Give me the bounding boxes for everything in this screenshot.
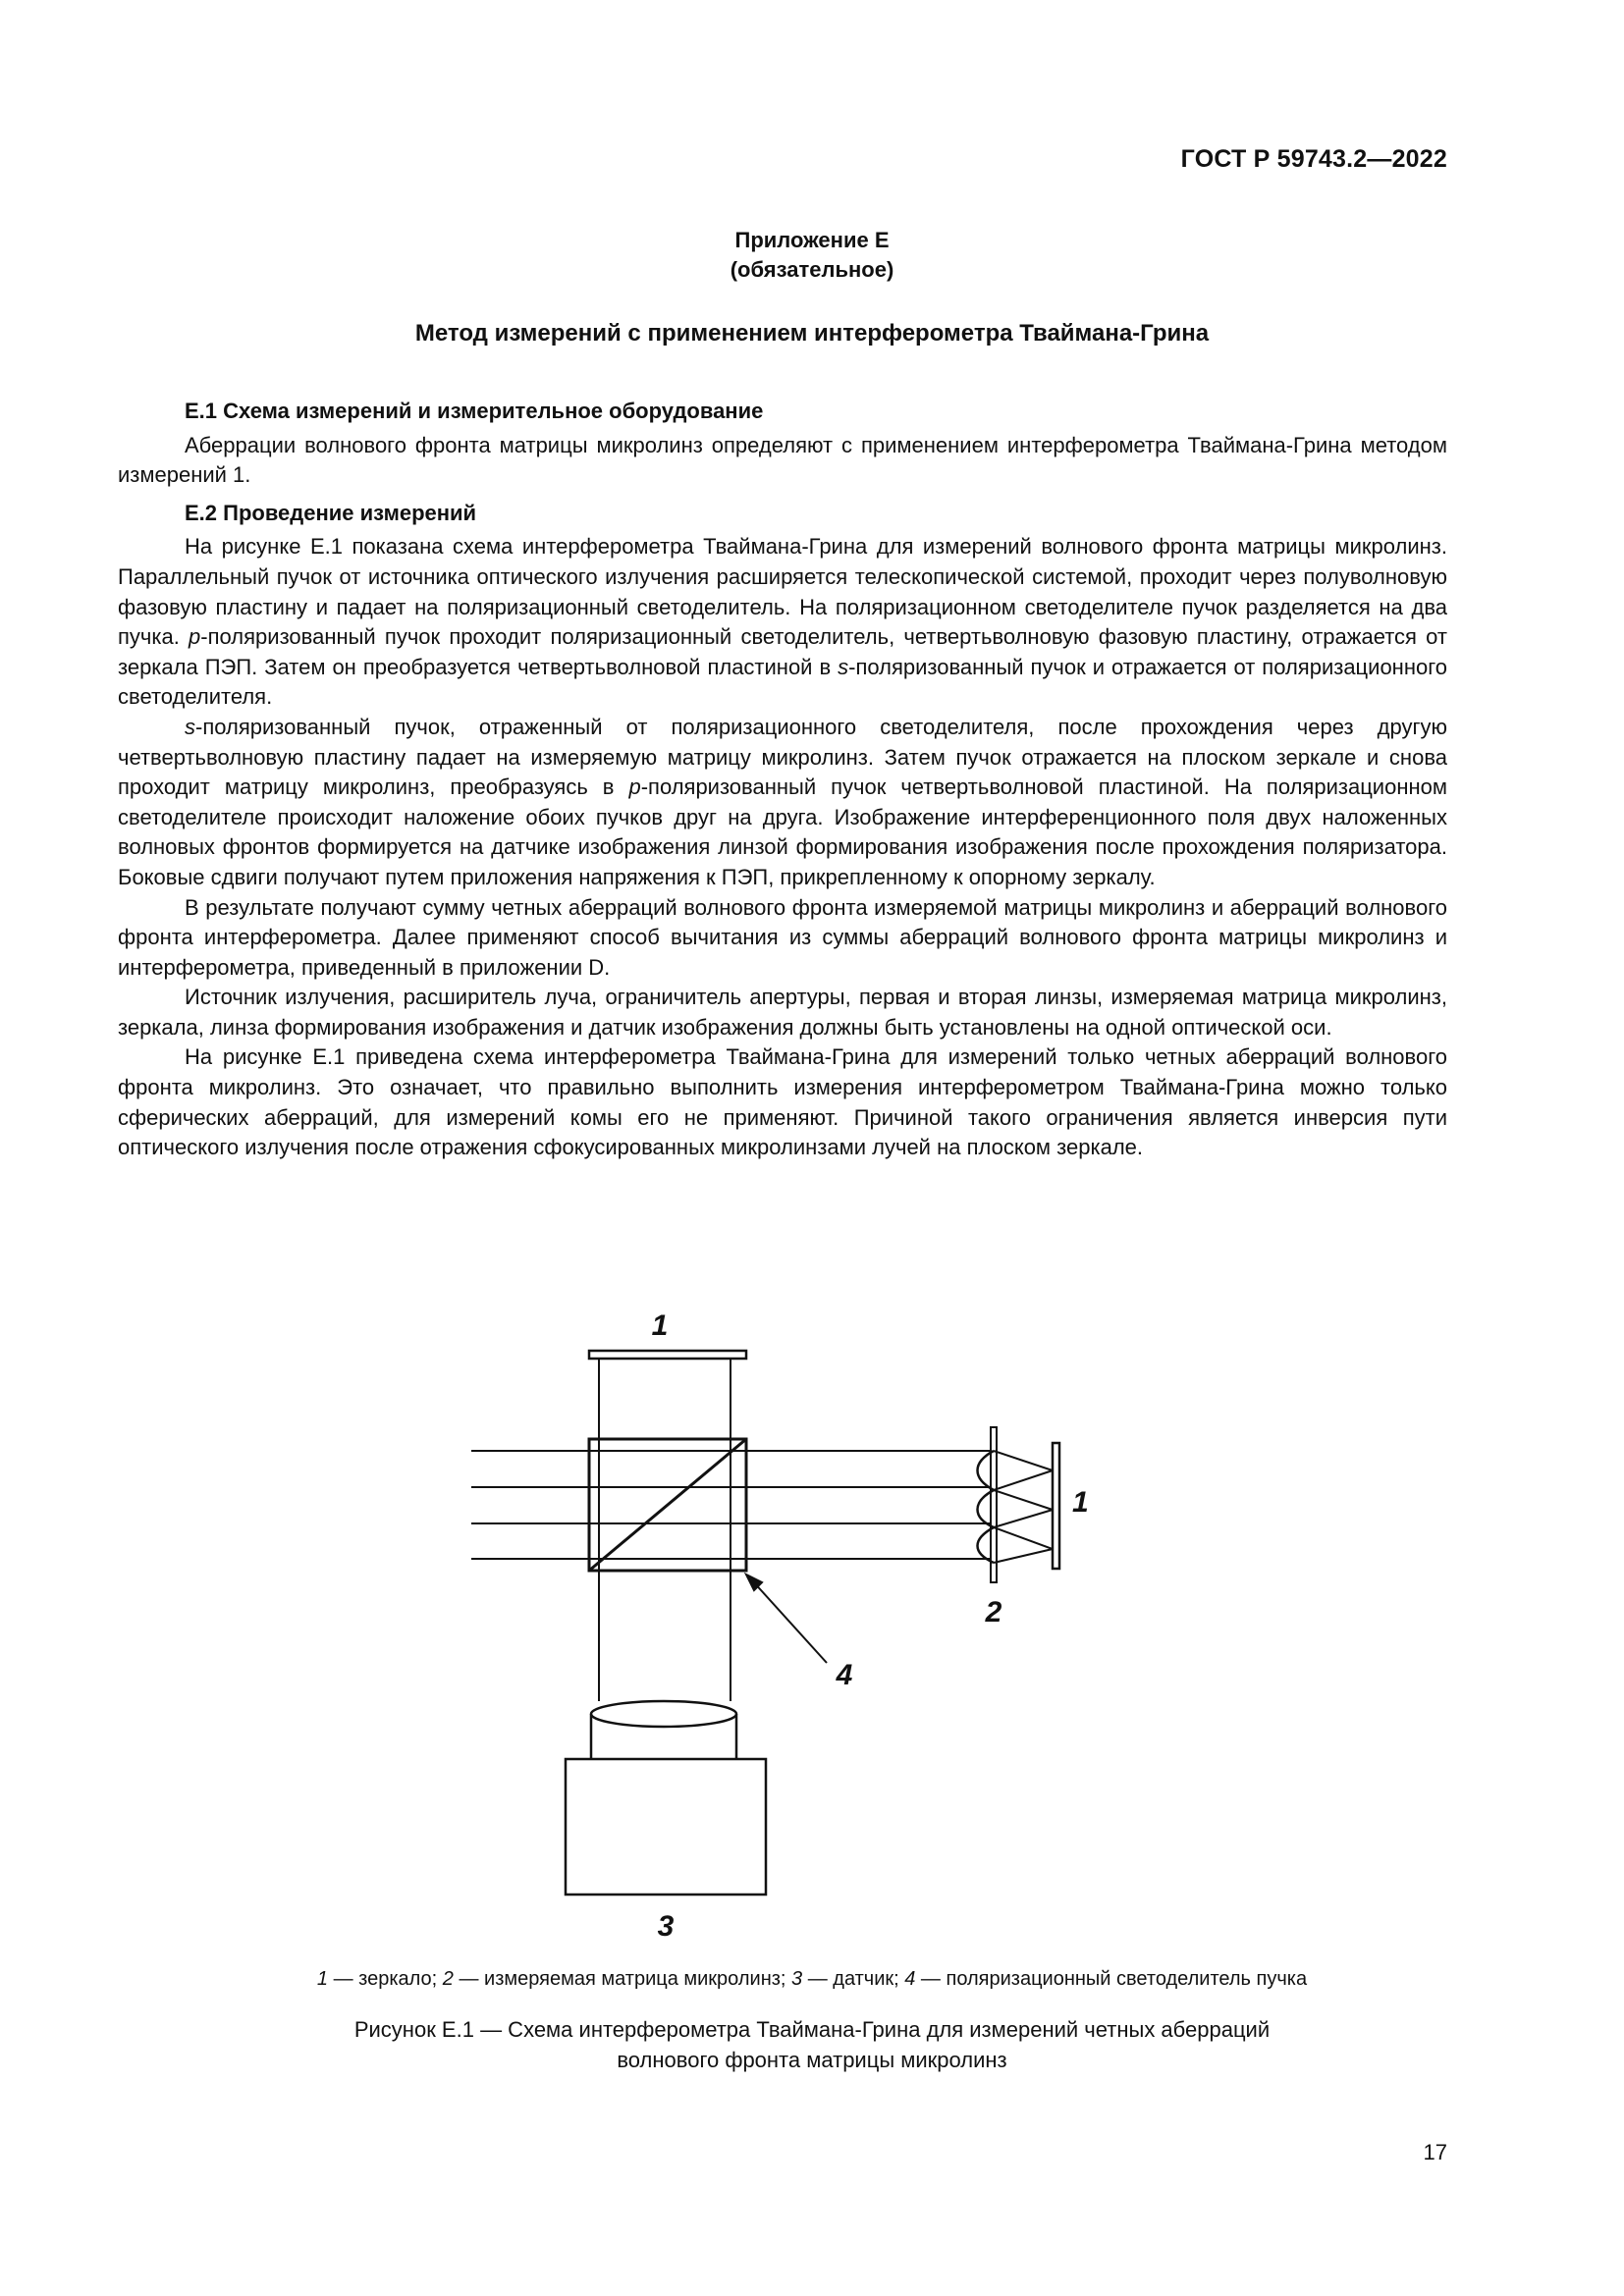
top-mirror <box>589 1351 746 1359</box>
section-e2-paragraph-1: На рисунке Е.1 показана схема интерферометра Тваймана-Грина для измерений волнового фронта матрицы микролинз. Параллельный пучок от источника оптического излучения расширяется телескопической системой, проходит через полуволновую фазовую пластину и падает на поляризационный светоделитель. На поляризационном светоделителе пучок разделяется на два пучка. p-поляризованный пучок проходит поляризационный светоделитель, четвертьволновую фазовую пластину, отражается от зеркала ПЭП. Затем он преобразуется четвертьволновой пластиной в s-поляризованный пучок и отражается от поляризационного светоделителя. <box>118 534 1447 710</box>
label-sensor: 3 <box>657 1910 675 1943</box>
section-e1-paragraph: Аберрации волнового фронта матрицы микролинз определяют с применением интерферометра Тваймана-Грина методом измерений 1. <box>118 432 1447 488</box>
splitter-pointer-line <box>752 1580 827 1663</box>
figure-caption-line-1: Рисунок Е.1 — Схема интерферометра Тваймана-Грина для измерений четных аберраций <box>353 2017 1271 2042</box>
label-right-mirror: 1 <box>1072 1486 1089 1519</box>
section-e2-paragraph-4: Источник излучения, расширитель луча, ограничитель апертуры, первая и вторая линзы, измеряемая матрица микролинз, зеркала, линза формирования изображения и датчик изображения должны быть установлены на одной оптической оси. <box>118 985 1447 1040</box>
body-text <box>118 397 1447 1163</box>
appendix-status: (обязательное) <box>730 257 894 282</box>
imaging-lens-top <box>591 1701 736 1727</box>
label-beam-splitter: 4 <box>836 1659 853 1691</box>
section-e2-paragraph-2: s-поляризованный пучок, отраженный от поляризационного светоделителя, после прохождения через другую четвертьволновую пластину падает на измеряемую матрицу микролинз. Затем пучок отражается на плоском зеркале и снова проходит матрицу микролинз, преобразуясь в p-поляризованный пучок четвертьволновой пластиной. На поляризационном светоделителе происходит наложение обоих пучков друг на друга. Изображение интерференционного поля двух наложенных волновых фронтов формируется на датчике изображения линзой формирования изображения после прохождения поляризатора. Боковые сдвиги получают путем приложения напряжения к ПЭП, прикрепленному к опорному зеркалу. <box>118 714 1447 889</box>
figure-key: 1 — зеркало; 2 — измеряемая матрица микролинз; 3 — датчик; 4 — поляризационный светоделитель пучка <box>316 1968 1308 1990</box>
section-e2-paragraph-3: В результате получают сумму четных аберраций волнового фронта измеряемой матрицы микролинз и аберраций волнового фронта интерферометра. Далее применяют способ вычитания из суммы аберраций волнового фронта матрицы микролинз и интерферометра, приведенный в приложении D. <box>118 894 1447 980</box>
sensor-body <box>566 1759 766 1895</box>
section-e1-heading: Е.1 Схема измерений и измерительное оборудование <box>185 399 764 423</box>
page-number: 17 <box>1423 2140 1447 2164</box>
label-microlens-array: 2 <box>985 1596 1002 1629</box>
document-code: ГОСТ Р 59743.2—2022 <box>1180 145 1447 173</box>
interferometer-diagram <box>452 1296 1139 1943</box>
right-mirror <box>1053 1443 1059 1569</box>
appendix-title: Метод измерений с применением интерферометра Тваймана-Грина <box>414 320 1210 347</box>
figure-caption <box>0 2014 1624 2075</box>
focusing-rays <box>994 1451 1053 1563</box>
appendix-heading <box>0 226 1624 285</box>
appendix-label: Приложение Е <box>734 228 890 252</box>
figure-caption-line-2: волнового фронта матрицы микролинз <box>617 2048 1007 2072</box>
section-e2-paragraph-5: На рисунке Е.1 приведена схема интерферометра Тваймана-Грина для измерений только четных аберраций волнового фронта микролинз. Это означает, что правильно выполнить измерения интерферометром Тваймана-Грина можно только сферических аберраций, для измерений комы его не применяют. Причиной такого ограничения является инверсия пути оптического излучения после отражения сфокусированных микролинзами лучей на плоском зеркале. <box>118 1044 1447 1160</box>
section-e2-heading: Е.2 Проведение измерений <box>185 500 477 525</box>
beam-splitter-diagonal <box>589 1439 746 1571</box>
label-top-mirror: 1 <box>651 1309 669 1342</box>
